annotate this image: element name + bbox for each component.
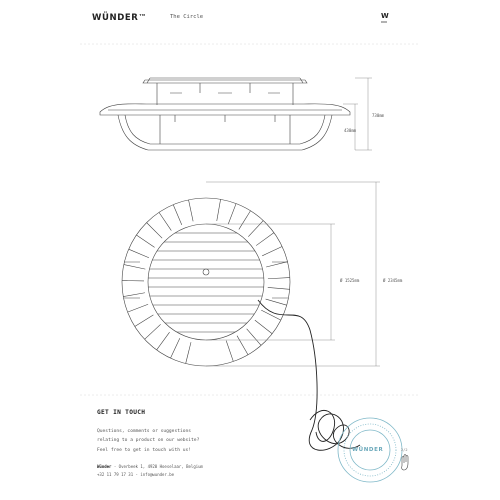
bench-slat [247, 329, 261, 346]
top-view-drawing [122, 198, 290, 366]
inner-diameter-label: Ø 1525mm [340, 278, 360, 283]
monogram-icon: W [381, 12, 389, 20]
bench-slat [262, 247, 282, 256]
contact-title: GET IN TOUCH [97, 409, 146, 416]
bench-slat [157, 332, 170, 350]
bench-slat [266, 299, 287, 305]
company-address [97, 464, 203, 469]
bench-slat [226, 341, 233, 362]
bench-slat [248, 221, 263, 237]
bench-slat [147, 223, 163, 239]
bench-slat [268, 287, 290, 289]
bench-slat [124, 265, 146, 270]
phone-email[interactable]: +32 11 79 17 31 - info@wunder.be [97, 472, 175, 477]
page-number: 2/2 [401, 448, 408, 452]
total-height-label: 730mm [372, 113, 385, 118]
bench-slat [186, 342, 191, 363]
bench-slat [266, 262, 287, 267]
bench-slat [237, 336, 248, 355]
bench-slat [256, 233, 274, 246]
bench-slat [228, 204, 236, 225]
bench-slat [171, 338, 180, 358]
bench-slat [189, 200, 194, 222]
bench-slat [128, 304, 149, 312]
bench-slat [123, 293, 145, 297]
brand-logo: WÜNDER™ [92, 13, 146, 23]
bench-slat [239, 211, 251, 230]
company-name: Wünder [97, 464, 112, 469]
signature-mark [258, 300, 360, 450]
contact-line-2: relating to a product on our website? [97, 438, 200, 443]
contact-line-1: Questions, comments or suggestions [97, 429, 192, 434]
bench-slat [173, 205, 182, 225]
bench-slat [217, 199, 221, 221]
side-dimension-lines [343, 78, 372, 150]
top-dimension-lines [206, 182, 380, 366]
stamp-brand: WÜNDER [352, 447, 384, 453]
outer-diameter-label: Ø 2345mm [383, 278, 403, 283]
bench-slat [145, 324, 161, 339]
bench-slat [129, 249, 149, 258]
hand-icon [402, 455, 408, 471]
seat-height-label: 430mm [344, 128, 357, 133]
bench-slat [159, 212, 171, 230]
product-name: The Circle [170, 14, 204, 20]
bench-slat [136, 235, 154, 247]
address-text: - Overbeek 1, 4920 Hoeselaar, Belgium [111, 464, 203, 469]
bench-slat [255, 320, 272, 334]
bench-slat [268, 278, 290, 279]
bench-slat [135, 315, 154, 327]
contact-line-3: Feel free to get in touch with us! [97, 448, 192, 453]
side-view-drawing [100, 78, 350, 150]
